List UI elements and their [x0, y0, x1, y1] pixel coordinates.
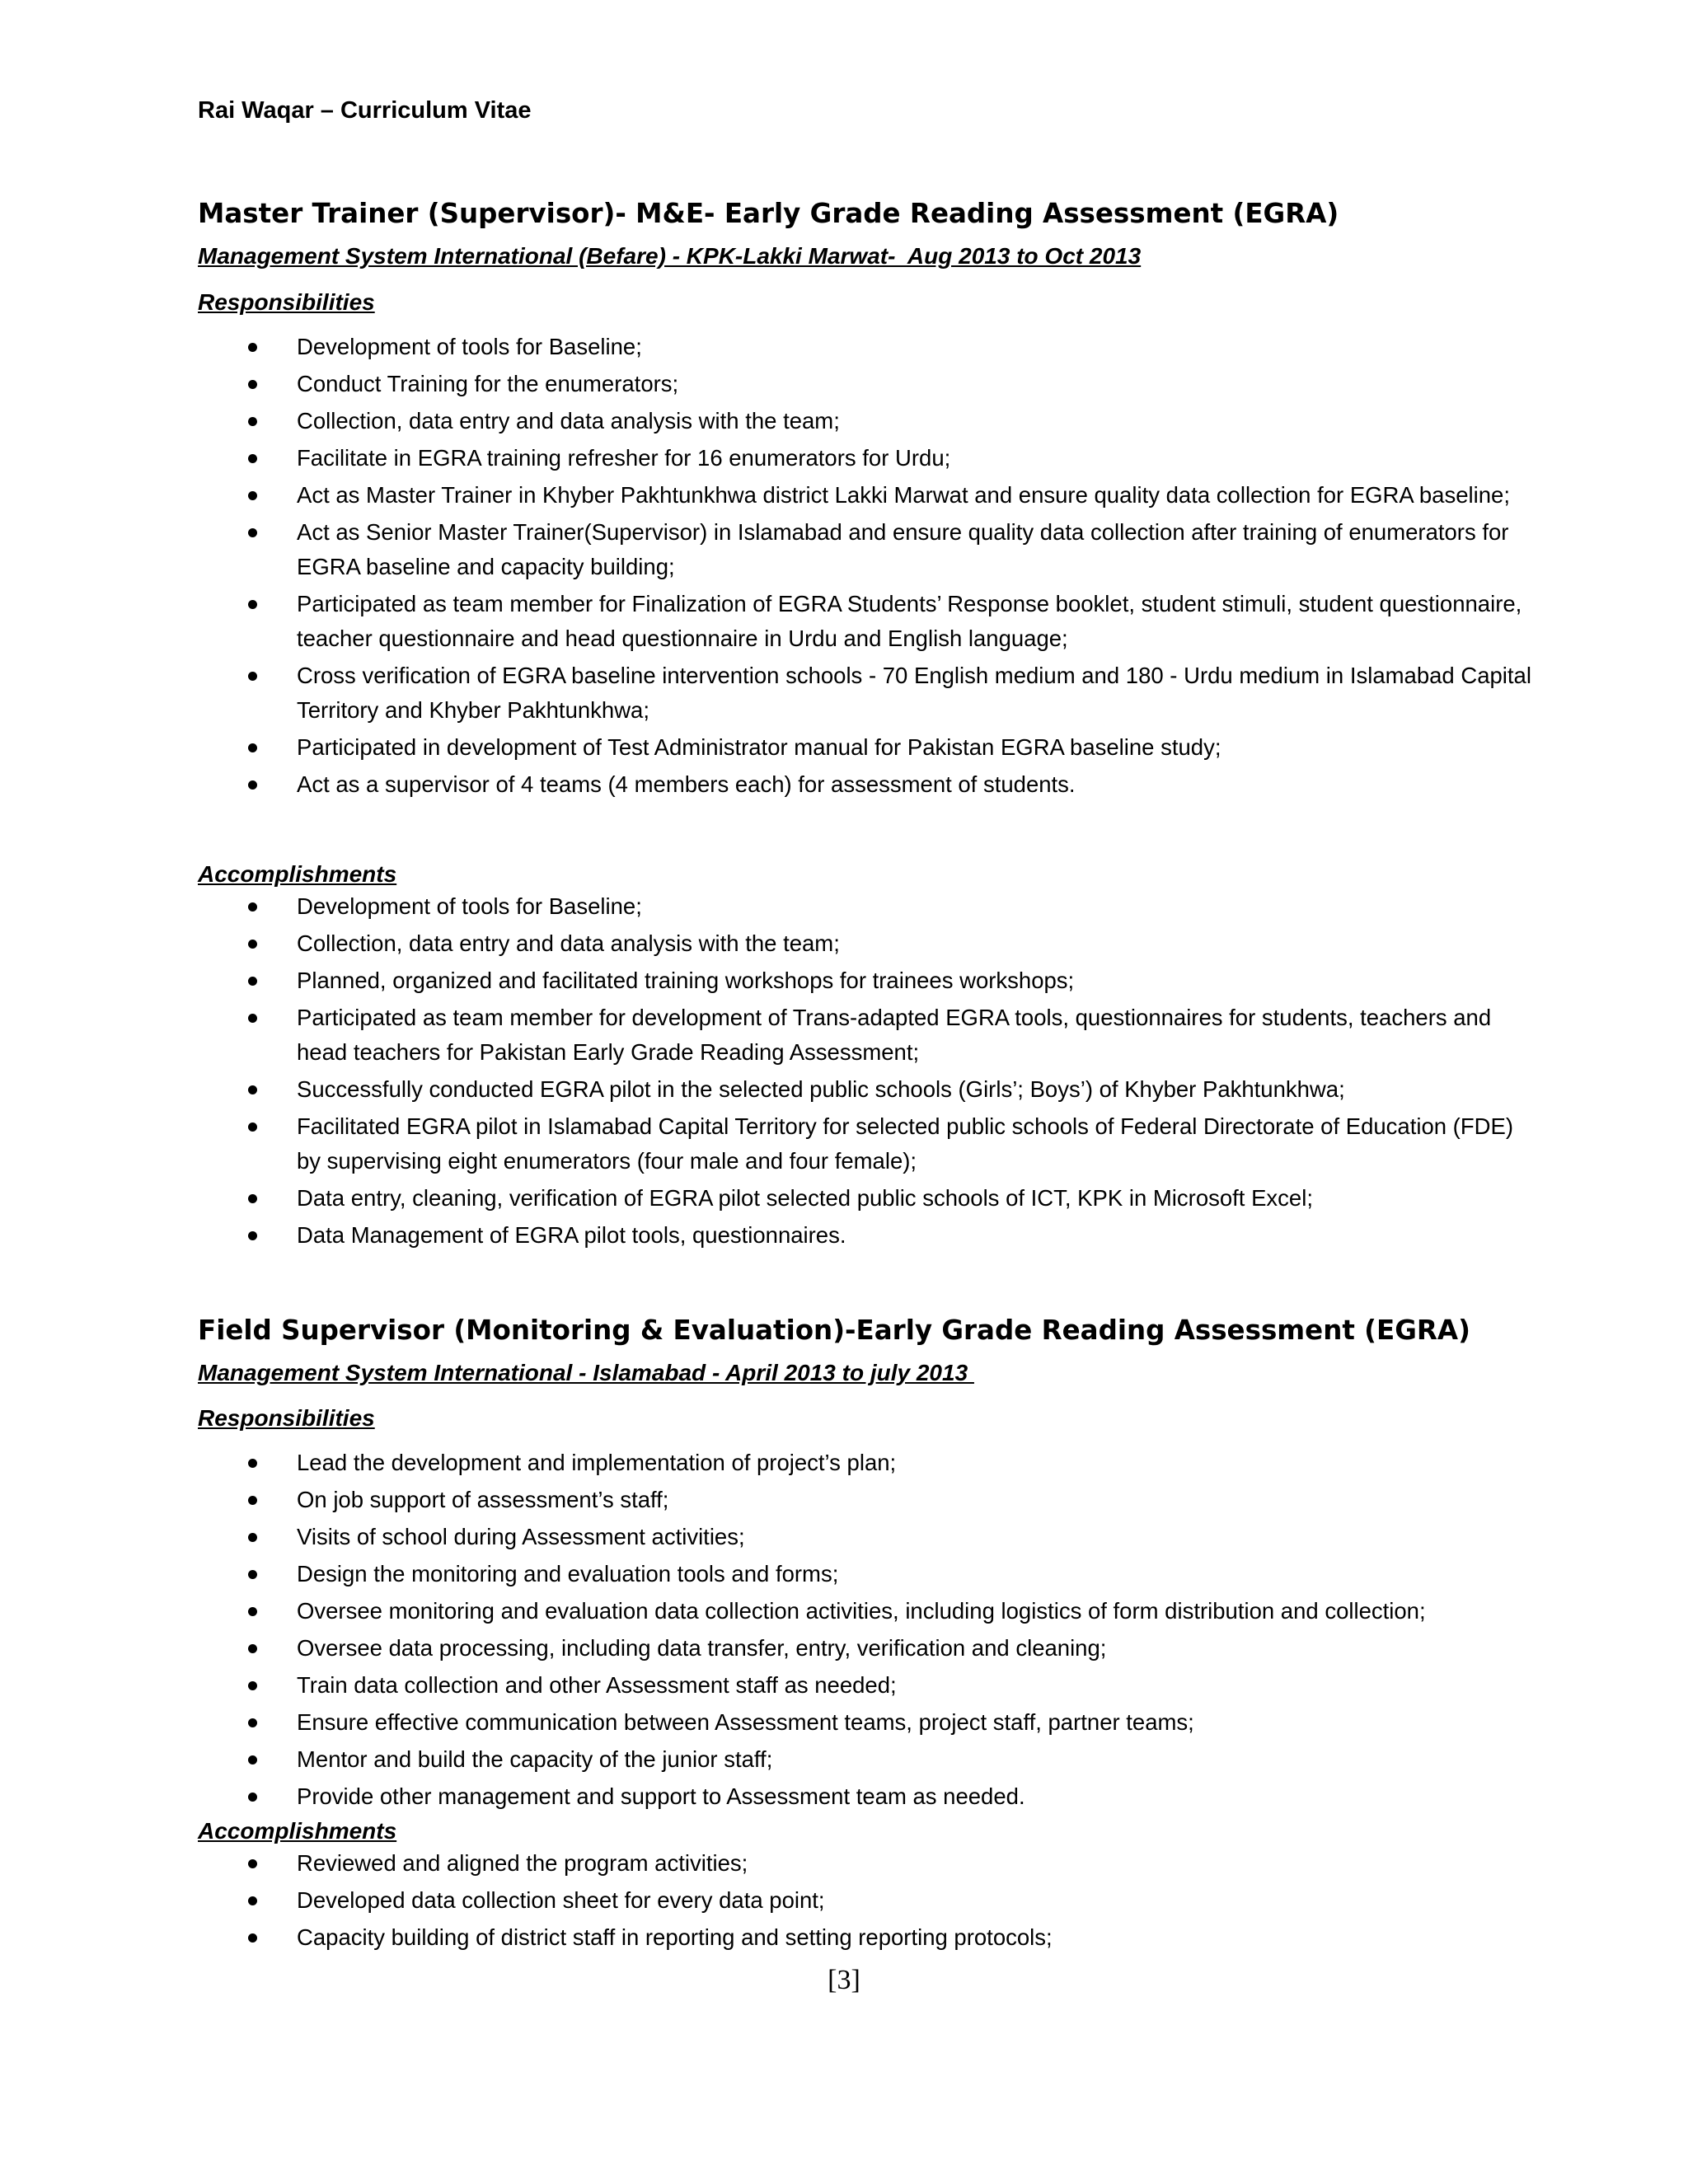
list-item-text: Reviewed and aligned the program activities; [297, 1850, 748, 1876]
list-item-text: Planned, organized and facilitated training workshops for trainees workshops; [297, 968, 1075, 993]
responsibilities-list [198, 330, 1533, 802]
list-item-text: Visits of school during Assessment activities; [297, 1524, 745, 1549]
accomplishments-heading: Accomplishments [198, 861, 397, 887]
list-item [198, 1742, 1533, 1777]
bullet-icon [248, 1718, 257, 1727]
responsibilities-heading: Responsibilities [198, 289, 375, 315]
bullet-icon [248, 1793, 257, 1802]
list-item [198, 1594, 1533, 1629]
list-item [198, 1705, 1533, 1740]
list-item-text: Developed data collection sheet for every data point; [297, 1887, 825, 1913]
list-item-text: Facilitate in EGRA training refresher for 16 enumerators for Urdu; [297, 445, 951, 471]
bullet-icon [248, 1607, 257, 1616]
bullet-icon [248, 1533, 257, 1542]
bullet-icon [248, 528, 257, 537]
list-item [198, 1520, 1533, 1554]
bullet-icon [248, 940, 257, 949]
list-item [198, 1109, 1533, 1179]
list-item-text: Successfully conducted EGRA pilot in the selected public schools (Girls’; Boys’) of Khyber Pakhtunkhwa; [297, 1076, 1345, 1102]
list-item [198, 1557, 1533, 1591]
list-item [198, 1446, 1533, 1480]
bullet-icon [248, 1496, 257, 1505]
bullet-icon [248, 1859, 257, 1868]
list-item [198, 1218, 1533, 1253]
bullet-icon [248, 1231, 257, 1240]
list-item-text: Ensure effective communication between Assessment teams, project staff, partner teams; [297, 1709, 1194, 1735]
responsibilities-heading: Responsibilities [198, 1405, 375, 1431]
job-title: Field Supervisor (Monitoring & Evaluation)-Early Grade Reading Assessment (EGRA) [198, 1315, 1470, 1346]
bullet-icon [248, 1644, 257, 1653]
job-section-field-supervisor [198, 1312, 1533, 1388]
bullet-icon [248, 780, 257, 790]
accomplishments-list [198, 889, 1533, 1253]
list-item-text: Oversee monitoring and evaluation data collection activities, including logistics of form distribution and collection; [297, 1598, 1426, 1624]
list-item [198, 1181, 1533, 1216]
bullet-icon [248, 491, 257, 500]
responsibilities-list [198, 1446, 1533, 1814]
job-organization: Management System International (Befare) - KPK-Lakki Marwat- Aug 2013 to Oct 2013 [198, 243, 1142, 269]
list-item [198, 1779, 1533, 1814]
bullet-icon [248, 1122, 257, 1132]
list-item [198, 330, 1533, 364]
list-item-text: Data entry, cleaning, verification of EGRA pilot selected public schools of ICT, KPK in Microsoft Excel; [297, 1185, 1313, 1211]
responsibilities-block [198, 288, 1533, 804]
list-item [198, 1883, 1533, 1918]
list-item [198, 926, 1533, 961]
list-item [198, 515, 1533, 584]
accomplishments-heading: Accomplishments [198, 1818, 397, 1844]
list-item [198, 367, 1533, 401]
bullet-icon [248, 743, 257, 752]
bullet-icon [248, 380, 257, 389]
accomplishments-block [198, 1816, 1533, 1957]
list-item-text: Participated as team member for development of Trans-adapted EGRA tools, questionnaires for students, teachers and head teachers for Pakistan Early Grade Reading Assessment; [297, 1005, 1492, 1065]
list-item [198, 767, 1533, 802]
list-item [198, 1920, 1533, 1955]
job-title: Master Trainer (Supervisor)- M&E- Early Grade Reading Assessment (EGRA) [198, 198, 1339, 229]
bullet-icon [248, 1085, 257, 1094]
list-item [198, 441, 1533, 476]
list-item-text: Train data collection and other Assessment staff as needed; [297, 1672, 897, 1698]
list-item-text: Conduct Training for the enumerators; [297, 371, 679, 396]
list-item [198, 1483, 1533, 1517]
list-item [198, 1631, 1533, 1666]
document-header: Rai Waqar – Curriculum Vitae [198, 97, 532, 124]
bullet-icon [248, 343, 257, 352]
list-item [198, 1846, 1533, 1881]
list-item-text: Development of tools for Baseline; [297, 334, 642, 359]
list-item-text: Development of tools for Baseline; [297, 893, 642, 919]
list-item-text: Act as Senior Master Trainer(Supervisor) in Islamabad and ensure quality data collection after training of enumerators for EGRA baseline and capacity building; [297, 519, 1509, 579]
accomplishments-list [198, 1846, 1533, 1955]
bullet-icon [248, 1014, 257, 1023]
list-item-text: Lead the development and implementation of project’s plan; [297, 1450, 897, 1475]
bullet-icon [248, 454, 257, 463]
list-item-text: Oversee data processing, including data transfer, entry, verification and cleaning; [297, 1635, 1107, 1661]
bullet-icon [248, 672, 257, 681]
list-item [198, 963, 1533, 998]
bullet-icon [248, 1896, 257, 1905]
bullet-icon [248, 1194, 257, 1203]
list-item [198, 587, 1533, 656]
job-organization: Management System International - Islamabad - April 2013 to july 2013 [198, 1360, 974, 1385]
list-item-text: Design the monitoring and evaluation tools and forms; [297, 1561, 839, 1586]
bullet-icon [248, 1681, 257, 1690]
list-item [198, 478, 1533, 513]
list-item-text: Cross verification of EGRA baseline intervention schools - 70 English medium and 180 - Urdu medium in Islamabad Capital Territory and Khyber Pakhtunkhwa; [297, 663, 1531, 723]
list-item-text: Act as Master Trainer in Khyber Pakhtunkhwa district Lakki Marwat and ensure quality data collection for EGRA baseline; [297, 482, 1510, 508]
accomplishments-block [198, 860, 1533, 1255]
bullet-icon [248, 600, 257, 609]
list-item [198, 1072, 1533, 1107]
bullet-icon [248, 417, 257, 426]
bullet-icon [248, 1570, 257, 1579]
list-item-text: Mentor and build the capacity of the junior staff; [297, 1746, 773, 1772]
bullet-icon [248, 977, 257, 986]
list-item-text: Participated as team member for Finalization of EGRA Students’ Response booklet, student stimuli, student questionnaire, teacher questionnaire and head questionnaire in Urdu and English language; [297, 591, 1522, 651]
responsibilities-block [198, 1404, 1533, 1816]
list-item-text: Participated in development of Test Administrator manual for Pakistan EGRA baseline study; [297, 734, 1221, 760]
job-section-master-trainer [198, 195, 1533, 271]
list-item [198, 889, 1533, 924]
list-item-text: Provide other management and support to Assessment team as needed. [297, 1783, 1025, 1809]
list-item-text: Act as a supervisor of 4 teams (4 members each) for assessment of students. [297, 771, 1076, 797]
list-item-text: On job support of assessment’s staff; [297, 1487, 669, 1512]
list-item-text: Data Management of EGRA pilot tools, questionnaires. [297, 1222, 846, 1248]
list-item [198, 730, 1533, 765]
page-number: [3] [828, 1965, 860, 1995]
bullet-icon [248, 1459, 257, 1468]
list-item-text: Capacity building of district staff in reporting and setting reporting protocols; [297, 1924, 1053, 1950]
bullet-icon [248, 1755, 257, 1765]
bullet-icon [248, 902, 257, 912]
list-item-text: Facilitated EGRA pilot in Islamabad Capital Territory for selected public schools of Federal Directorate of Education (FDE) by supervising eight enumerators (four male and four female); [297, 1113, 1513, 1174]
list-item-text: Collection, data entry and data analysis with the team; [297, 930, 840, 956]
list-item-text: Collection, data entry and data analysis with the team; [297, 408, 840, 434]
list-item [198, 658, 1533, 728]
list-item [198, 1001, 1533, 1070]
list-item [198, 1668, 1533, 1703]
bullet-icon [248, 1933, 257, 1943]
list-item [198, 404, 1533, 438]
